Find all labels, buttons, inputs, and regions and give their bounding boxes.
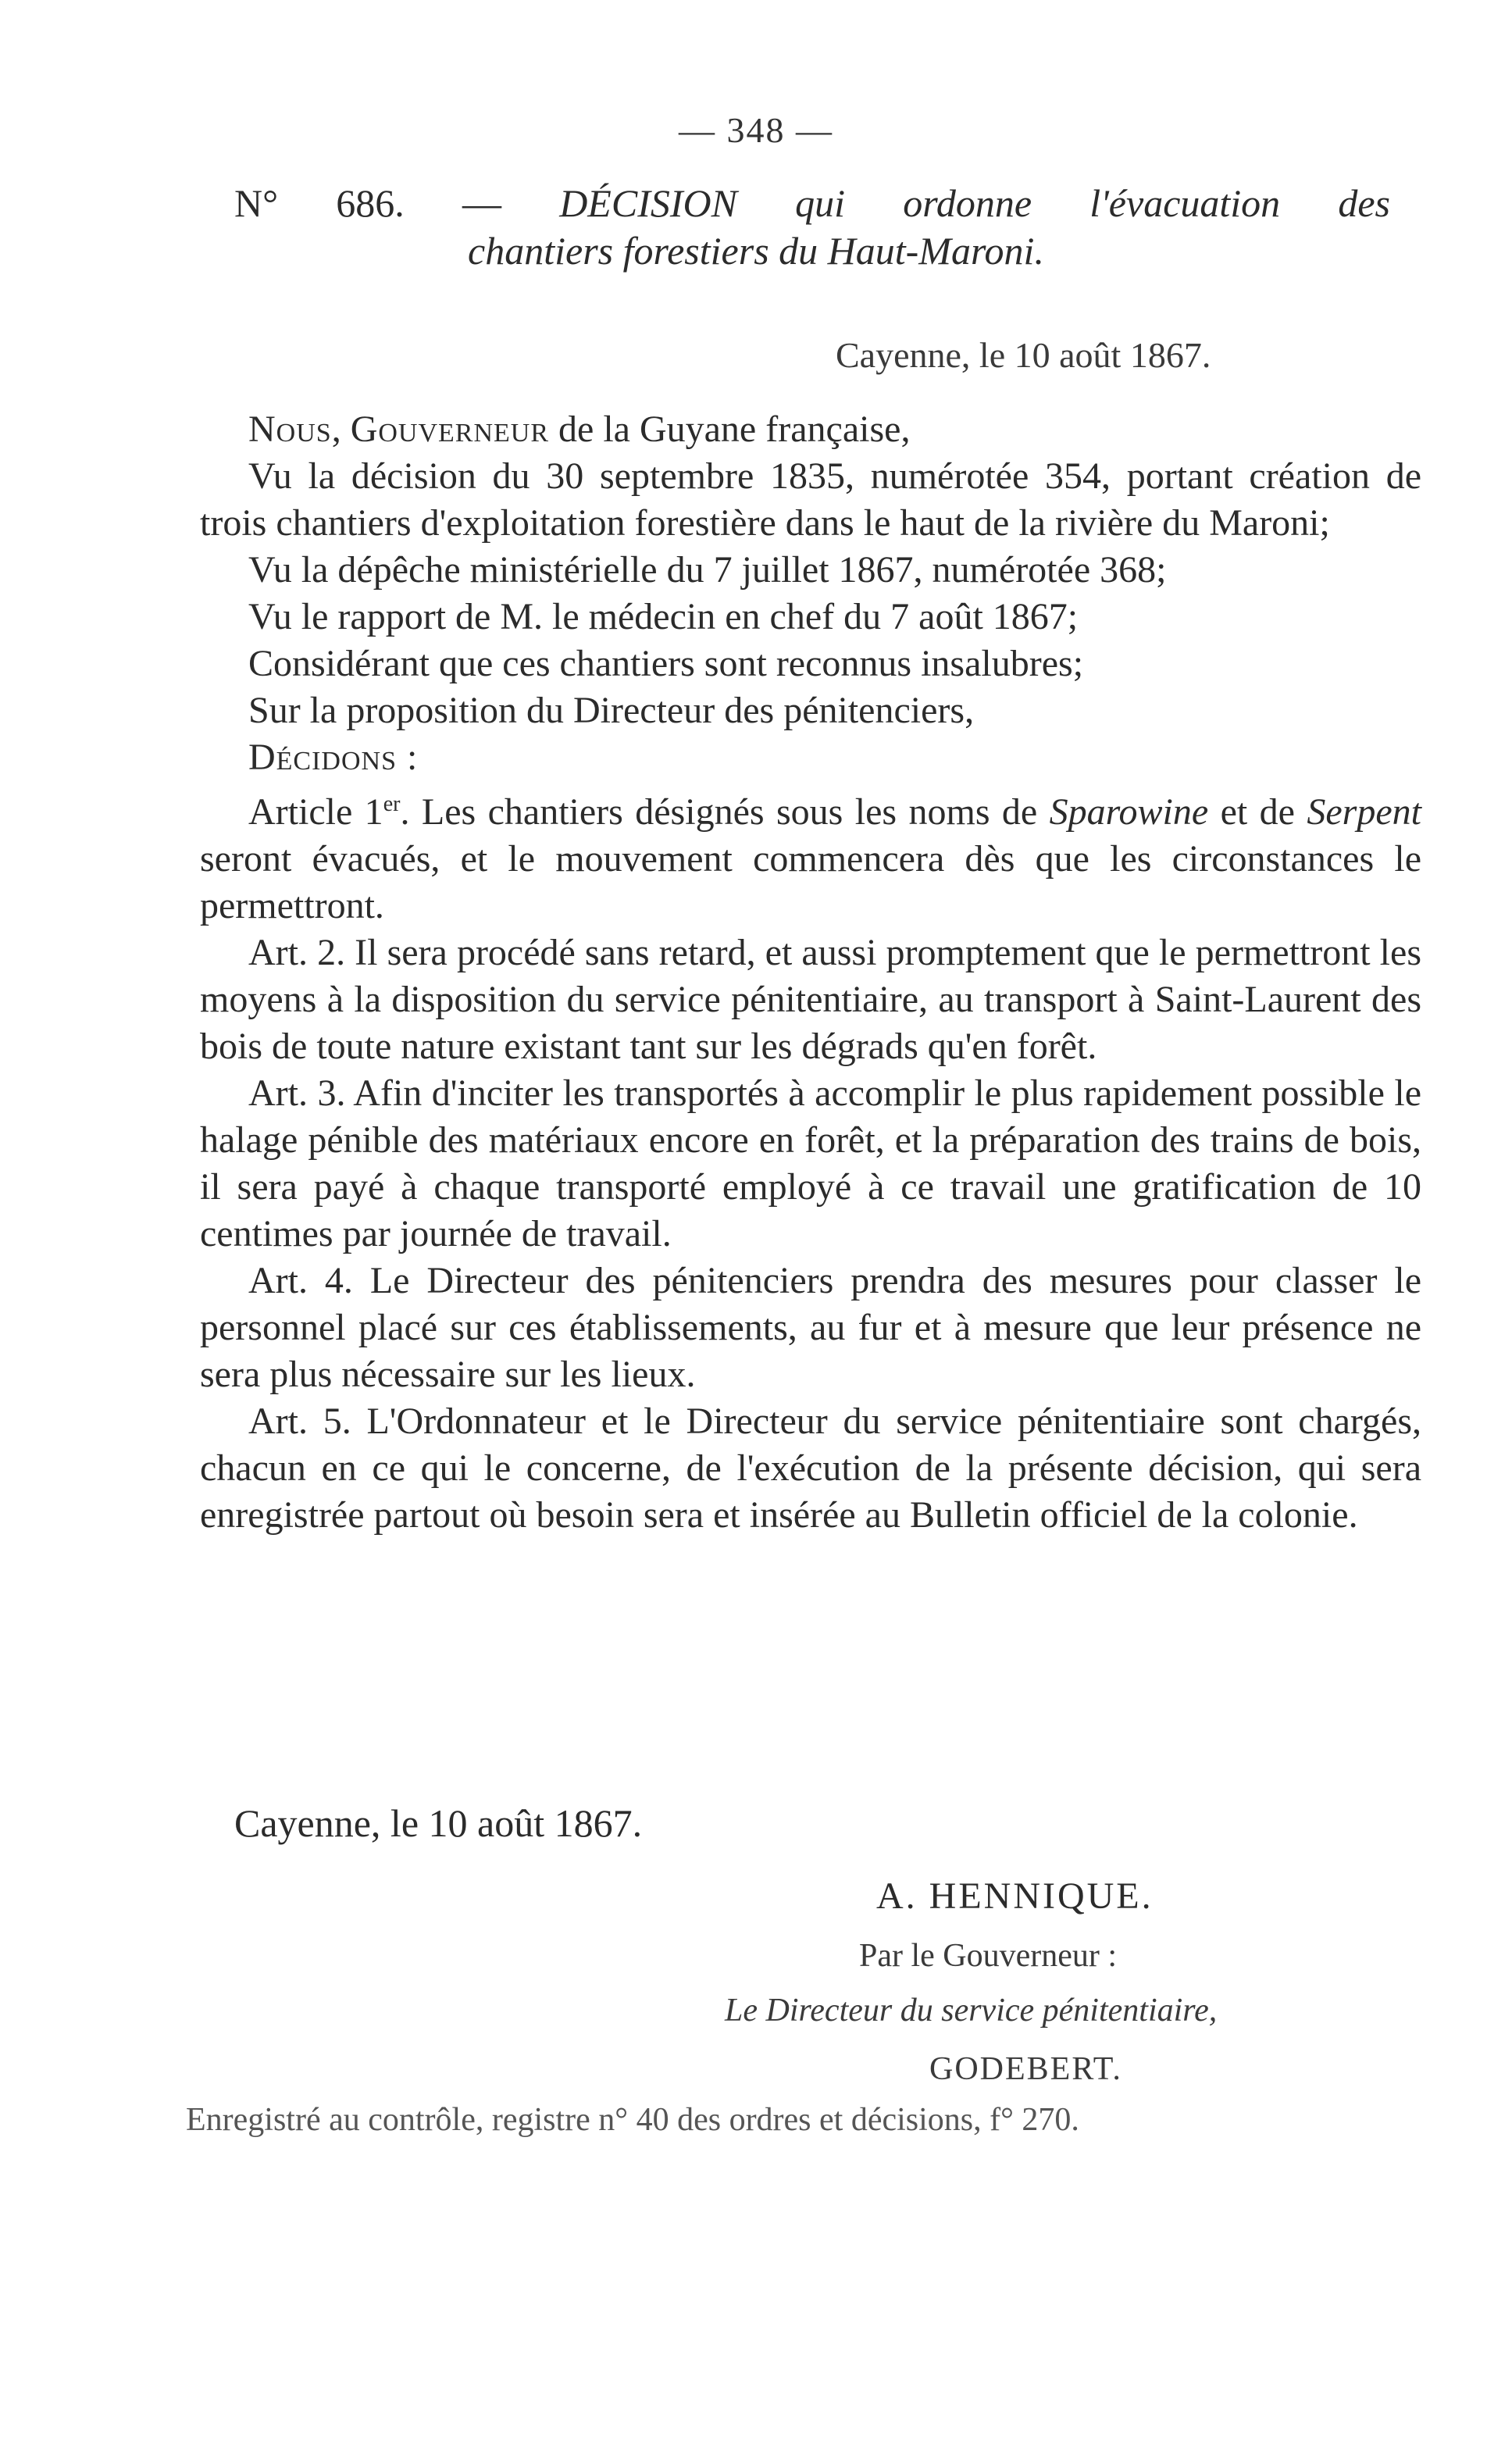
decision-body — [200, 406, 1421, 1539]
decision-number: N° 686. — [234, 181, 405, 225]
intro-rest: de la Guyane française, — [558, 409, 911, 450]
site-name-serpent: Serpent — [1307, 791, 1421, 833]
page-number: — 348 — — [679, 110, 833, 150]
place-date-top: Cayenne, le 10 août 1867. — [836, 335, 1211, 375]
decidons-heading: Décidons : — [248, 737, 419, 778]
article-5: Art. 5. L'Ordonnateur et le Directeur du service pénitentiaire sont chargés, chacun en ce qui le concerne, de l'exécution de la présente décision, qui sera enregistrée partout où besoin sera et insérée au Bulletin officiel de la colonie. — [200, 1401, 1421, 1536]
consideration-paragraph: Considérant que ces chantiers sont reconnus insalubres; — [248, 643, 1084, 684]
heading-dash: — — [462, 181, 501, 225]
article-1 — [200, 781, 1421, 930]
article-1-text-a: . Les chantiers désignés sous les noms de — [400, 791, 1050, 833]
consideration-paragraph: Vu le rapport de M. le médecin en chef du 7 août 1867; — [248, 596, 1079, 637]
decision-title-part1: DÉCISION qui ordonne l'évacuation des — [559, 181, 1391, 225]
consideration-paragraph: Vu la dépêche ministérielle du 7 juillet 1867, numérotée 368; — [248, 549, 1167, 591]
consideration-paragraph: Sur la proposition du Directeur des pénitenciers, — [248, 690, 975, 731]
intro-paragraph: Nous, Gouverneur de la Guyane française, — [248, 409, 911, 450]
countersign-name: GODEBERT. — [929, 2051, 1122, 2087]
signature-by: Par le Gouverneur : — [859, 1938, 1118, 1974]
decision-heading — [234, 178, 1390, 228]
article-1-text-c: seront évacués, et le mouvement commencera dès que les circonstances le permettront. — [200, 838, 1421, 926]
consideration-paragraph: Vu la décision du 30 septembre 1835, numérotée 354, portant création de trois chantiers d'exploitation forestière dans le haut de la rivière du Maroni; — [200, 455, 1421, 544]
intro-nous: Nous — [248, 409, 332, 450]
registration-note: Enregistré au contrôle, registre n° 40 des ordres et décisions, f° 270. — [186, 2102, 1079, 2138]
closing-date: Cayenne, le 10 août 1867. — [234, 1801, 643, 1845]
article-1-text-b: et de — [1208, 791, 1307, 833]
article-4: Art. 4. Le Directeur des pénitenciers prendra des mesures pour classer le personnel placé sur ces établissements, au fur et à mesure que leur présence ne sera plus nécessaire sur les lieux. — [200, 1260, 1421, 1395]
article-2: Art. 2. Il sera procédé sans retard, et aussi promptement que le permettront les moyens à la disposition du service pénitentiaire, au transport à Saint-Laurent des bois de toute nature existant tant sur les dégrads qu'en forêt. — [200, 932, 1421, 1067]
intro-gouverneur: Gouverneur — [350, 409, 550, 450]
decision-title-part2: chantiers forestiers du Haut-Maroni. — [468, 229, 1044, 273]
article-3: Art. 3. Afin d'inciter les transportés à accomplir le plus rapidement possible le halage pénible des matériaux encore en forêt, et la préparation des trains de bois, il sera payé à chaque transporté employé à ce travail une gratification de 10 centimes par journée de travail. — [200, 1072, 1421, 1254]
countersign-role: Le Directeur du service pénitentiaire, — [725, 1993, 1218, 2029]
site-name-sparowine: Sparowine — [1049, 791, 1209, 833]
article-1-label: Article 1 — [248, 791, 383, 833]
signatory-name: A. HENNIQUE. — [876, 1875, 1154, 1917]
article-1-sup: er — [383, 792, 401, 816]
